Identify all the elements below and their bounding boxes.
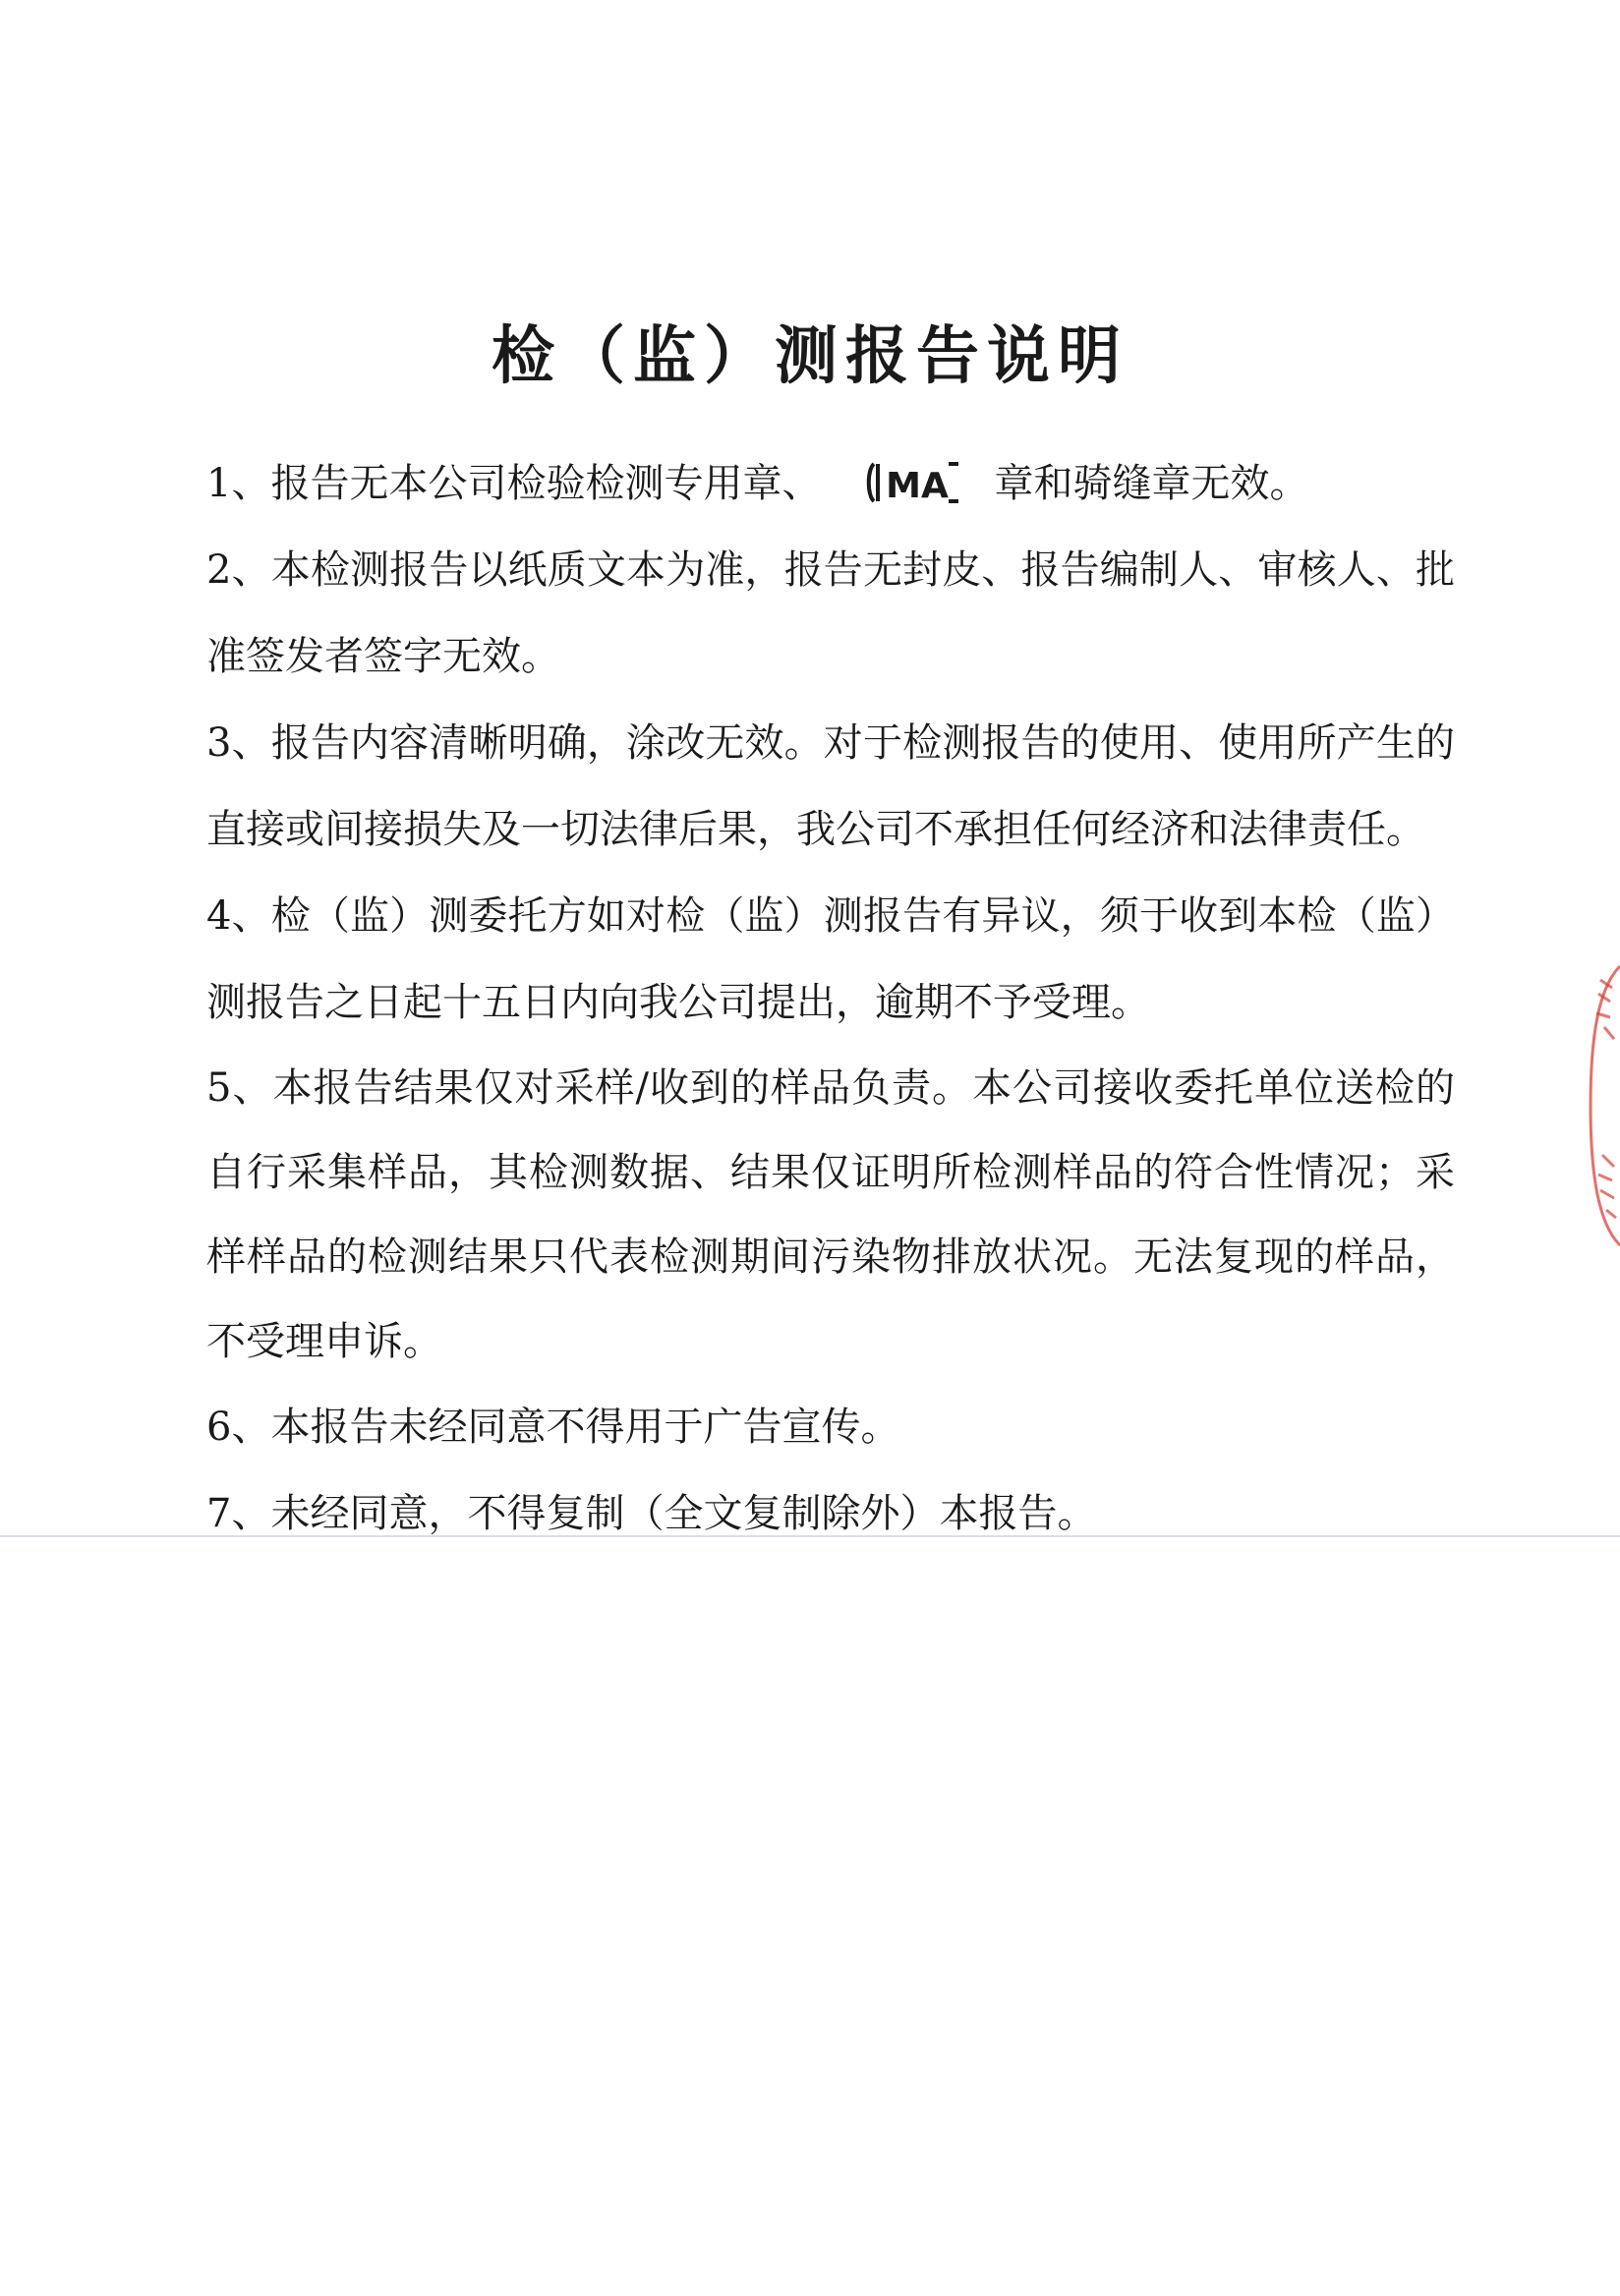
clause-1-text-after: 章和骑缝章无效。 (994, 461, 1309, 506)
cma-mark-icon (864, 458, 962, 507)
clause-1 (206, 440, 1455, 527)
clause-6: 6、本报告未经同意不得用于广告宣传。 (206, 1405, 900, 1450)
clause-3: 3、报告内容清晰明确，涂改无效。对于检测报告的使用、使用所产生的直接或间接损失及一切法律后果，我公司不承担任何经济和法律责任。 (206, 720, 1455, 852)
document-title: 检（监）测报告说明 (492, 319, 1128, 393)
clause-5: 5、本报告结果仅对采样/收到的样品负责。本公司接收委托单位送检的自行采集样品，其检测数据、结果仅证明所检测样品的符合性情况；采样样品的检测结果只代表检测期间污染物排放状况。无法复现的样品，不受理申诉。 (206, 1065, 1455, 1364)
clause-1-text-before: 1、报告无本公司检验检测专用章、 (206, 461, 822, 506)
cma-mark-text: MA (886, 466, 950, 506)
clause-4: 4、检（监）测委托方如对检（监）测报告有异议，须于收到本检（监）测报告之日起十五日内向我公司提出，逾期不予受理。 (206, 893, 1455, 1025)
clause-7: 7、未经同意，不得复制（全文复制除外）本报告。 (206, 1491, 1097, 1536)
clause-list (206, 440, 1455, 1557)
partial-red-seal-icon (1587, 958, 1620, 1253)
clause-2: 2、本检测报告以纸质文本为准，报告无封皮、报告编制人、审核人、批准签发者签字无效。 (206, 547, 1455, 679)
